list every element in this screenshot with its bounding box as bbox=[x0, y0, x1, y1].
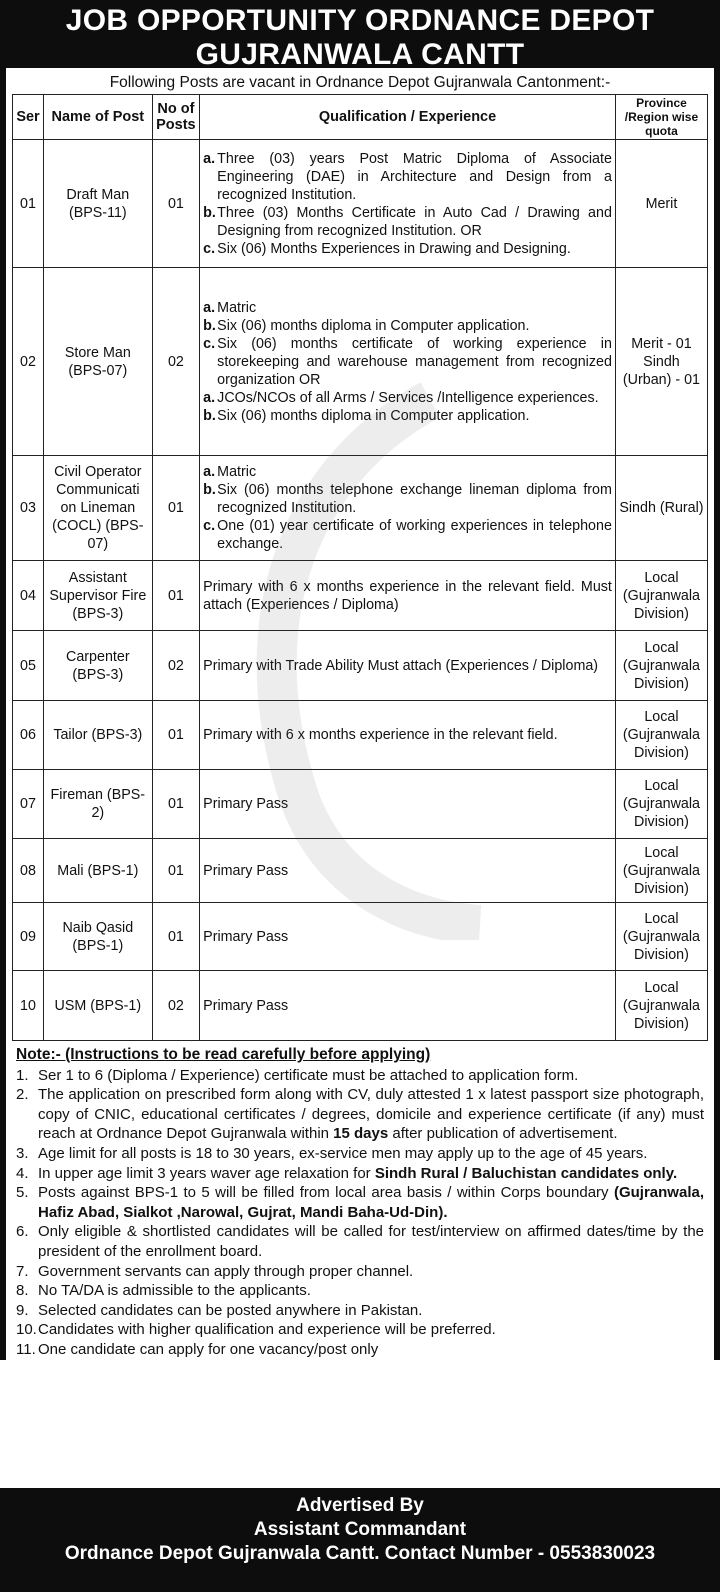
note-number: 8. bbox=[16, 1282, 29, 1300]
note-text bbox=[38, 1085, 704, 1144]
qualification-item bbox=[203, 481, 612, 517]
qualification-marker: b. bbox=[203, 317, 216, 334]
cell-post-name: Store Man (BPS-07) bbox=[44, 268, 153, 456]
qualification-text: Six (06) months diploma in Computer application. bbox=[217, 407, 530, 424]
vacancy-table bbox=[12, 94, 708, 1041]
cell-post-name: Draft Man (BPS-11) bbox=[44, 140, 153, 268]
note-item bbox=[16, 1222, 704, 1261]
cell-ser: 01 bbox=[13, 140, 44, 268]
note-item bbox=[16, 1066, 704, 1086]
qualification-item bbox=[203, 463, 612, 481]
note-text bbox=[38, 1164, 704, 1184]
cell-ser: 03 bbox=[13, 456, 44, 561]
cell-ser: 10 bbox=[13, 971, 44, 1041]
table-row bbox=[13, 701, 708, 770]
cell-province-quota: Local (Gujranwala Division) bbox=[615, 770, 707, 839]
cell-no-of-posts: 01 bbox=[152, 140, 200, 268]
note-number: 9. bbox=[16, 1301, 29, 1319]
note-text-part: One candidate can apply for one vacancy/post only bbox=[38, 1340, 379, 1358]
cell-post-name: USM (BPS-1) bbox=[44, 971, 153, 1041]
qualification-text: Six (06) months certificate of working experience in storekeeping and warehouse management from recognized organization OR bbox=[217, 335, 612, 388]
cell-ser: 04 bbox=[13, 561, 44, 631]
table-row bbox=[13, 268, 708, 456]
cell-province-quota: Local (Gujranwala Division) bbox=[615, 631, 707, 701]
table-header-row bbox=[13, 95, 708, 140]
note-text-part: Only eligible & shortlisted candidates will be called for test/interview on affirmed dates/time by the president of the enrollment board. bbox=[38, 1223, 704, 1260]
cell-province-quota: Local (Gujranwala Division) bbox=[615, 839, 707, 903]
qualification-item bbox=[203, 204, 612, 240]
qualification-text: Matric bbox=[217, 464, 257, 480]
cell-ser: 02 bbox=[13, 268, 44, 456]
qualification-text: Primary Pass bbox=[203, 862, 289, 879]
note-item bbox=[16, 1144, 704, 1164]
qualification-text: JCOs/NCOs of all Arms / Services /Intelligence experiences. bbox=[217, 389, 599, 406]
footer-authority: Assistant Commandant bbox=[253, 1519, 467, 1540]
cell-province-quota: Merit - 01 Sindh (Urban) - 01 bbox=[615, 268, 707, 456]
note-text bbox=[38, 1281, 704, 1301]
qualification-text: Three (03) years Post Matric Diploma of Associate Engineering (DAE) in Architecture and Design from a recognized Institution. bbox=[217, 150, 612, 203]
cell-province-quota: Local (Gujranwala Division) bbox=[615, 971, 707, 1041]
cell-qualification bbox=[200, 971, 616, 1041]
cell-qualification bbox=[200, 903, 616, 971]
qualification-text: One (01) year certificate of working experiences in telephone exchange. bbox=[217, 518, 612, 552]
note-text bbox=[38, 1301, 704, 1321]
intro-text: Following Posts are vacant in Ordnance Depot Gujranwala Cantonment:- bbox=[0, 68, 720, 92]
qualification-marker: b. bbox=[203, 204, 216, 221]
table-row bbox=[13, 971, 708, 1041]
cell-post-name: Civil Operator Communicati on Lineman (COCL) (BPS-07) bbox=[44, 456, 153, 561]
note-text-part: Ser 1 to 6 (Diploma / Experience) certificate must be attached to application form. bbox=[38, 1066, 579, 1084]
qualification-item bbox=[203, 335, 612, 389]
cell-qualification bbox=[200, 268, 616, 456]
cell-ser: 05 bbox=[13, 631, 44, 701]
cell-province-quota: Merit bbox=[615, 140, 707, 268]
qualification-marker: b. bbox=[203, 407, 216, 424]
table-row bbox=[13, 456, 708, 561]
note-text-part: In upper age limit 3 years waver age relaxation for bbox=[38, 1164, 375, 1182]
note-item bbox=[16, 1164, 704, 1184]
table-row bbox=[13, 140, 708, 268]
qualification-text: Primary Pass bbox=[203, 796, 289, 812]
header-ser: Ser bbox=[13, 95, 44, 140]
header-title-line2: GUJRANWALA CANTT bbox=[195, 38, 525, 71]
cell-ser: 08 bbox=[13, 839, 44, 903]
qualification-marker: c. bbox=[203, 240, 216, 257]
cell-qualification bbox=[200, 140, 616, 268]
qualification-marker: a. bbox=[203, 150, 216, 167]
qualification-text: Primary Pass bbox=[203, 928, 289, 945]
note-text-part: after publication of advertisement. bbox=[388, 1125, 618, 1143]
cell-no-of-posts: 02 bbox=[152, 268, 200, 456]
cell-ser: 09 bbox=[13, 903, 44, 971]
qualification-item bbox=[203, 997, 612, 1015]
qualification-marker: a. bbox=[203, 464, 216, 480]
note-text-part: Posts against BPS-1 to 5 will be filled from local area basis / within Corps boundary bbox=[38, 1184, 614, 1202]
note-number: 6. bbox=[16, 1223, 29, 1241]
qualification-marker: c. bbox=[203, 335, 216, 352]
qualification-item bbox=[203, 862, 612, 880]
note-number: 10. bbox=[16, 1321, 37, 1339]
table-row bbox=[13, 839, 708, 903]
qualification-text: Six (06) Months Experiences in Drawing and Designing. bbox=[217, 240, 571, 257]
cell-post-name: Fireman (BPS-2) bbox=[44, 770, 153, 839]
qualification-text: Three (03) Months Certificate in Auto Cad / Drawing and Designing from recognized Institution. OR bbox=[217, 204, 612, 239]
note-number: 3. bbox=[16, 1144, 29, 1162]
qualification-item bbox=[203, 389, 612, 407]
note-number: 7. bbox=[16, 1262, 29, 1280]
cell-no-of-posts: 01 bbox=[152, 903, 200, 971]
cell-qualification bbox=[200, 456, 616, 561]
note-item bbox=[16, 1183, 704, 1222]
header-no-of-posts: No of Posts bbox=[152, 95, 200, 140]
qualification-marker: a. bbox=[203, 389, 216, 406]
qualification-marker: b. bbox=[203, 482, 216, 498]
qualification-item bbox=[203, 240, 612, 258]
note-text-part: The application on prescribed form along with CV, duly attested 1 x latest passport size photograph, copy of CNIC, educational certificates / degrees, domicile and experience certificate (if any) must reach at Ordnance Depot Gujranwala within bbox=[38, 1086, 704, 1143]
notes-title: Note:- (Instructions to be read carefully before applying) bbox=[16, 1046, 431, 1063]
qualification-item bbox=[203, 657, 612, 675]
note-item bbox=[16, 1301, 704, 1321]
cell-province-quota: Local (Gujranwala Division) bbox=[615, 701, 707, 770]
table-row bbox=[13, 631, 708, 701]
cell-qualification bbox=[200, 839, 616, 903]
footer-advertised-by: Advertised By bbox=[296, 1495, 424, 1516]
note-item bbox=[16, 1262, 704, 1282]
note-number: 1. bbox=[16, 1066, 29, 1084]
qualification-text: Primary Pass bbox=[203, 997, 289, 1014]
cell-qualification bbox=[200, 770, 616, 839]
cell-no-of-posts: 01 bbox=[152, 456, 200, 561]
header-province-quota: Province /Region wise quota bbox=[615, 95, 707, 140]
header-title-line1: JOB OPPORTUNITY ORDNANCE DEPOT bbox=[65, 4, 655, 37]
note-text bbox=[38, 1183, 704, 1222]
note-number: 4. bbox=[16, 1164, 29, 1182]
qualification-item bbox=[203, 578, 612, 614]
header-qualification: Qualification / Experience bbox=[200, 95, 616, 140]
cell-post-name: Mali (BPS-1) bbox=[44, 839, 153, 903]
note-bold-text: (Gujranwala, Hafiz Abad, Sialkot ,Narowal, Gujrat, Mandi Baha-Ud-Din). bbox=[38, 1184, 704, 1221]
footer-banner bbox=[0, 1488, 720, 1592]
cell-no-of-posts: 01 bbox=[152, 770, 200, 839]
note-number: 5. bbox=[16, 1184, 29, 1202]
cell-post-name: Assistant Supervisor Fire (BPS-3) bbox=[44, 561, 153, 631]
cell-post-name: Tailor (BPS-3) bbox=[44, 701, 153, 770]
note-item bbox=[16, 1281, 704, 1301]
note-bold-text: 15 days bbox=[333, 1125, 389, 1143]
cell-no-of-posts: 01 bbox=[152, 839, 200, 903]
qualification-item bbox=[203, 795, 612, 813]
note-text bbox=[38, 1262, 704, 1282]
note-text-part: Selected candidates can be posted anywhere in Pakistan. bbox=[38, 1301, 423, 1319]
cell-post-name: Naib Qasid (BPS-1) bbox=[44, 903, 153, 971]
qualification-text: Primary with 6 x months experience in the relevant field. bbox=[203, 727, 558, 743]
qualification-item bbox=[203, 299, 612, 317]
note-text bbox=[38, 1320, 704, 1340]
qualification-item bbox=[203, 726, 612, 744]
table-row bbox=[13, 903, 708, 971]
qualification-marker: a. bbox=[203, 299, 216, 316]
cell-qualification bbox=[200, 561, 616, 631]
note-text bbox=[38, 1144, 704, 1164]
qualification-text: Six (06) months diploma in Computer application. bbox=[217, 317, 530, 334]
cell-no-of-posts: 01 bbox=[152, 701, 200, 770]
cell-qualification bbox=[200, 701, 616, 770]
note-item bbox=[16, 1320, 704, 1340]
note-item bbox=[16, 1340, 704, 1360]
note-text bbox=[38, 1066, 704, 1086]
cell-ser: 06 bbox=[13, 701, 44, 770]
cell-province-quota: Sindh (Rural) bbox=[615, 456, 707, 561]
header-post-name: Name of Post bbox=[44, 95, 153, 140]
note-text bbox=[38, 1340, 704, 1360]
qualification-item bbox=[203, 317, 612, 335]
header-banner bbox=[0, 0, 720, 71]
note-text-part: Candidates with higher qualification and experience will be preferred. bbox=[38, 1321, 496, 1339]
note-text-part: No TA/DA is admissible to the applicants. bbox=[38, 1282, 311, 1300]
cell-qualification bbox=[200, 631, 616, 701]
qualification-item bbox=[203, 517, 612, 553]
cell-no-of-posts: 02 bbox=[152, 971, 200, 1041]
qualification-text: Primary with 6 x months experience in the relevant field. Must attach (Experiences / Diploma) bbox=[203, 578, 612, 613]
table-row bbox=[13, 561, 708, 631]
qualification-item bbox=[203, 150, 612, 204]
qualification-item bbox=[203, 928, 612, 946]
notes-section bbox=[12, 1041, 708, 1360]
qualification-text: Primary with Trade Ability Must attach (Experiences / Diploma) bbox=[203, 657, 599, 674]
note-text-part: Government servants can apply through proper channel. bbox=[38, 1262, 414, 1280]
table-row bbox=[13, 770, 708, 839]
cell-post-name: Carpenter (BPS-3) bbox=[44, 631, 153, 701]
qualification-text: Matric bbox=[217, 299, 257, 316]
note-text bbox=[38, 1222, 704, 1261]
cell-no-of-posts: 02 bbox=[152, 631, 200, 701]
note-text-part: Age limit for all posts is 18 to 30 years, ex-service men may apply up to the age of 45 years. bbox=[38, 1144, 648, 1162]
note-number: 11. bbox=[16, 1340, 36, 1358]
qualification-item bbox=[203, 407, 612, 425]
content-area bbox=[0, 92, 720, 1360]
cell-no-of-posts: 01 bbox=[152, 561, 200, 631]
note-bold-text: Sindh Rural / Baluchistan candidates only. bbox=[374, 1164, 678, 1182]
cell-province-quota: Local (Gujranwala Division) bbox=[615, 903, 707, 971]
cell-province-quota: Local (Gujranwala Division) bbox=[615, 561, 707, 631]
footer-contact: Ordnance Depot Gujranwala Cantt. Contact Number - 0553830023 bbox=[64, 1543, 656, 1564]
note-number: 2. bbox=[16, 1086, 29, 1104]
note-item bbox=[16, 1085, 704, 1144]
cell-ser: 07 bbox=[13, 770, 44, 839]
qualification-text: Six (06) months telephone exchange lineman diploma from recognized Institution. bbox=[217, 482, 612, 516]
qualification-marker: c. bbox=[203, 518, 216, 534]
